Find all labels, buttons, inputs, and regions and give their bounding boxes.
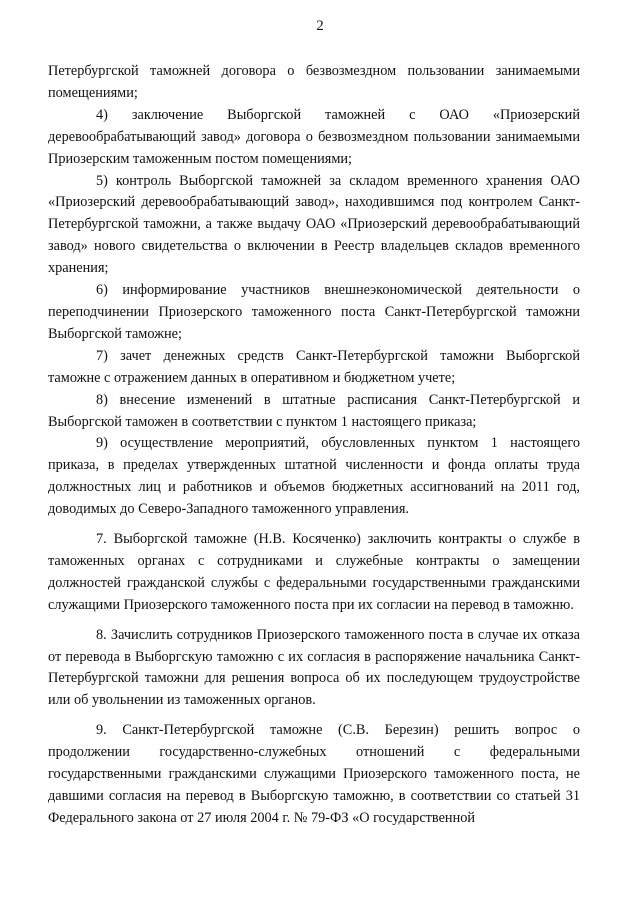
paragraph-item-7: 7) зачет денежных средств Санкт-Петербургской таможни Выборгской таможне с отражением данных в оперативном и бюджетном учете; [48,347,580,386]
paragraph-item-6: 6) информирование участников внешнеэкономической деятельности о переподчинении Приозерского таможенного поста Санкт-Петербургской таможни Выборгской таможне; [48,282,580,342]
paragraph-point-9: 9. Санкт-Петербургской таможне (С.В. Березин) решить вопрос о продолжении государственно-служебных отношений с федеральными государственными гражданскими служащими Приозерского таможенного поста, не давшими согласия на перевод в Выборгскую таможню, в соответствии со статьей 31 Федерального закона от 27 июля 2004 г. № 79-ФЗ «О государственной [48,722,580,826]
paragraph-item-5: 5) контроль Выборгской таможней за складом временного хранения ОАО «Приозерский деревообрабатывающий завод», находившимся под контролем Санкт-Петербургской таможни, а также выдачу ОАО «Приозерский деревообрабатывающий завод» нового свидетельства о включении в Реестр владельцев складов временного хранения; [48,172,580,277]
paragraph-point-8: 8. Зачислить сотрудников Приозерского таможенного поста в случае их отказа от перевода в Выборгскую таможню с их согласия в распоряжение начальника Санкт-Петербургской таможни для решения вопроса об их последующем трудоустройстве или об увольнении из таможенных органов. [48,626,580,709]
paragraph-item-4: 4) заключение Выборгской таможней с ОАО «Приозерский деревообрабатывающий завод» договора о безвозмездном пользовании занимаемыми Приозерским таможенным постом помещениями; [48,106,580,167]
paragraph-point-7: 7. Выборгской таможне (Н.В. Косяченко) заключить контракты о службе в таможенных органах с сотрудниками и служебные контракты о замещении должностей гражданской службы с федеральными государственными гражданскими служащими Приозерского таможенного поста при их согласии на перевод в таможню. [48,531,580,613]
page-number: 2 [316,18,324,34]
document-body [48,61,580,830]
paragraph-item-9: 9) осуществление мероприятий, обусловленных пунктом 1 настоящего приказа, в пределах утвержденных штатной численности и фонда оплаты труда должностных лиц и работников и объемов бюджетных ассигнований на 2011 год, доводимых до Северо-Западного таможенного управления. [48,435,580,518]
paragraph-item-8: 8) внесение изменений в штатные расписания Санкт-Петербургской и Выборгской таможен в соответствии с пунктом 1 настоящего приказа; [48,391,580,430]
paragraph-continuation: Петербургской таможней договора о безвозмездном пользовании занимаемыми помещениями; [48,63,580,101]
